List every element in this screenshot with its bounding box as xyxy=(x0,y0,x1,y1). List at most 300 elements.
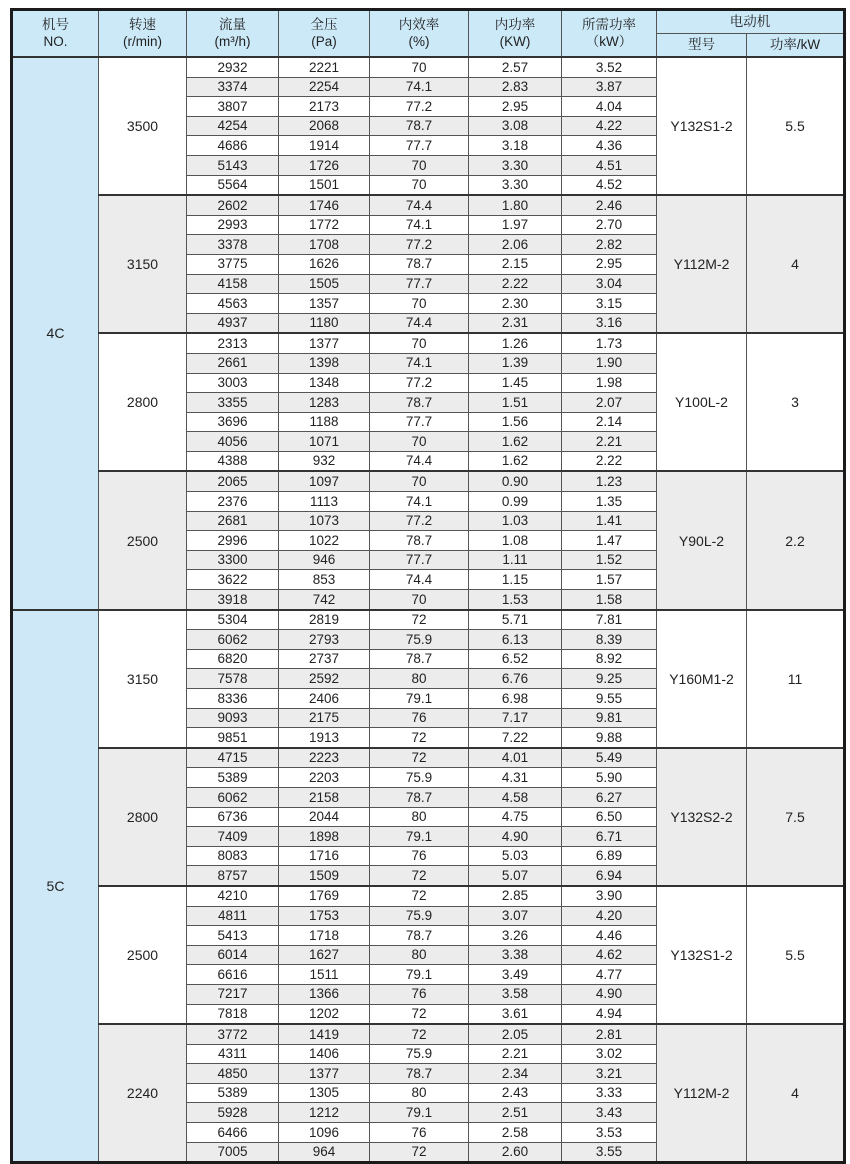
cell-efficiency: 70 xyxy=(370,432,469,452)
cell-flow: 2996 xyxy=(187,531,279,551)
cell-motor-model: Y132S1-2 xyxy=(657,886,747,1024)
cell-efficiency: 79.1 xyxy=(370,689,469,709)
cell-required-power: 4.46 xyxy=(562,926,657,946)
cell-motor-model: Y112M-2 xyxy=(657,195,747,333)
cell-required-power: 3.04 xyxy=(562,274,657,294)
cell-efficiency: 72 xyxy=(370,866,469,886)
cell-internal-power: 1.26 xyxy=(469,333,562,353)
cell-pressure: 1348 xyxy=(279,373,370,393)
cell-pressure: 1097 xyxy=(279,471,370,491)
cell-required-power: 4.77 xyxy=(562,965,657,985)
cell-flow: 4715 xyxy=(187,748,279,768)
cell-pressure: 742 xyxy=(279,590,370,610)
cell-internal-power: 3.18 xyxy=(469,136,562,156)
cell-motor-power: 2.2 xyxy=(747,471,845,609)
cell-flow: 4850 xyxy=(187,1064,279,1084)
cell-internal-power: 6.13 xyxy=(469,630,562,650)
cell-flow: 6062 xyxy=(187,630,279,650)
cell-internal-power: 1.45 xyxy=(469,373,562,393)
fan-spec-table xyxy=(10,8,846,1164)
cell-speed: 2500 xyxy=(99,471,187,609)
cell-efficiency: 80 xyxy=(370,807,469,827)
cell-efficiency: 70 xyxy=(370,155,469,175)
table-body xyxy=(12,57,845,1163)
cell-pressure: 1202 xyxy=(279,1004,370,1024)
header-motor-power: 功率/kW xyxy=(747,34,845,58)
cell-pressure: 2819 xyxy=(279,610,370,630)
cell-required-power: 3.16 xyxy=(562,313,657,333)
cell-pressure: 2737 xyxy=(279,649,370,669)
cell-internal-power: 2.58 xyxy=(469,1123,562,1143)
cell-required-power: 6.27 xyxy=(562,787,657,807)
cell-flow: 5564 xyxy=(187,175,279,195)
cell-efficiency: 78.7 xyxy=(370,1064,469,1084)
cell-pressure: 1180 xyxy=(279,313,370,333)
header-flow: 流量 (m³/h) xyxy=(187,10,279,58)
cell-efficiency: 76 xyxy=(370,1123,469,1143)
cell-required-power: 1.58 xyxy=(562,590,657,610)
cell-internal-power: 1.15 xyxy=(469,570,562,590)
cell-required-power: 1.52 xyxy=(562,550,657,570)
cell-machine-no: 4C xyxy=(12,57,99,610)
cell-flow: 4056 xyxy=(187,432,279,452)
cell-efficiency: 74.4 xyxy=(370,570,469,590)
table-row xyxy=(12,1024,845,1044)
cell-efficiency: 70 xyxy=(370,175,469,195)
cell-internal-power: 1.62 xyxy=(469,451,562,471)
cell-internal-power: 1.11 xyxy=(469,550,562,570)
cell-efficiency: 77.7 xyxy=(370,412,469,432)
cell-internal-power: 1.39 xyxy=(469,353,562,373)
cell-internal-power: 3.61 xyxy=(469,1004,562,1024)
cell-efficiency: 74.1 xyxy=(370,77,469,97)
cell-pressure: 2254 xyxy=(279,77,370,97)
cell-motor-power: 5.5 xyxy=(747,57,845,195)
cell-pressure: 2203 xyxy=(279,768,370,788)
cell-efficiency: 77.2 xyxy=(370,97,469,117)
cell-speed: 3150 xyxy=(99,610,187,748)
cell-required-power: 4.52 xyxy=(562,175,657,195)
cell-flow: 2065 xyxy=(187,471,279,491)
cell-efficiency: 77.7 xyxy=(370,274,469,294)
cell-pressure: 2223 xyxy=(279,748,370,768)
cell-flow: 8757 xyxy=(187,866,279,886)
cell-flow: 3622 xyxy=(187,570,279,590)
cell-efficiency: 74.4 xyxy=(370,313,469,333)
cell-required-power: 3.21 xyxy=(562,1064,657,1084)
cell-efficiency: 77.2 xyxy=(370,511,469,531)
cell-flow: 4210 xyxy=(187,886,279,906)
cell-required-power: 2.95 xyxy=(562,254,657,274)
cell-flow: 3378 xyxy=(187,235,279,255)
cell-efficiency: 80 xyxy=(370,669,469,689)
cell-internal-power: 4.01 xyxy=(469,748,562,768)
cell-required-power: 4.94 xyxy=(562,1004,657,1024)
cell-flow: 7578 xyxy=(187,669,279,689)
cell-flow: 4811 xyxy=(187,906,279,926)
cell-flow: 3003 xyxy=(187,373,279,393)
cell-required-power: 3.52 xyxy=(562,57,657,77)
table-row xyxy=(12,195,845,215)
cell-internal-power: 3.30 xyxy=(469,155,562,175)
cell-required-power: 3.90 xyxy=(562,886,657,906)
cell-internal-power: 5.71 xyxy=(469,610,562,630)
cell-pressure: 2068 xyxy=(279,116,370,136)
cell-pressure: 1509 xyxy=(279,866,370,886)
cell-flow: 6820 xyxy=(187,649,279,669)
cell-internal-power: 3.49 xyxy=(469,965,562,985)
cell-required-power: 4.90 xyxy=(562,984,657,1004)
cell-pressure: 1398 xyxy=(279,353,370,373)
header-row-1 xyxy=(12,10,845,34)
cell-pressure: 1716 xyxy=(279,846,370,866)
cell-required-power: 6.50 xyxy=(562,807,657,827)
cell-motor-model: Y100L-2 xyxy=(657,333,747,471)
cell-required-power: 9.55 xyxy=(562,689,657,709)
cell-flow: 3775 xyxy=(187,254,279,274)
cell-pressure: 1071 xyxy=(279,432,370,452)
cell-internal-power: 3.26 xyxy=(469,926,562,946)
cell-efficiency: 80 xyxy=(370,945,469,965)
cell-flow: 3696 xyxy=(187,412,279,432)
cell-flow: 4254 xyxy=(187,116,279,136)
cell-internal-power: 1.62 xyxy=(469,432,562,452)
cell-flow: 4686 xyxy=(187,136,279,156)
header-motor-group: 电动机 xyxy=(657,10,845,34)
cell-required-power: 2.81 xyxy=(562,1024,657,1044)
cell-required-power: 6.71 xyxy=(562,827,657,847)
table-row xyxy=(12,57,845,77)
cell-required-power: 4.62 xyxy=(562,945,657,965)
cell-required-power: 1.41 xyxy=(562,511,657,531)
cell-pressure: 1357 xyxy=(279,294,370,314)
cell-flow: 5304 xyxy=(187,610,279,630)
cell-internal-power: 4.90 xyxy=(469,827,562,847)
cell-required-power: 2.14 xyxy=(562,412,657,432)
cell-required-power: 3.02 xyxy=(562,1044,657,1064)
header-efficiency: 内效率 (%) xyxy=(370,10,469,58)
cell-speed: 2500 xyxy=(99,886,187,1024)
cell-pressure: 1772 xyxy=(279,215,370,235)
cell-flow: 6062 xyxy=(187,787,279,807)
cell-efficiency: 72 xyxy=(370,728,469,748)
cell-machine-no: 5C xyxy=(12,610,99,1163)
cell-motor-power: 7.5 xyxy=(747,748,845,886)
cell-required-power: 5.90 xyxy=(562,768,657,788)
cell-flow: 7005 xyxy=(187,1142,279,1163)
cell-pressure: 1753 xyxy=(279,906,370,926)
cell-efficiency: 72 xyxy=(370,610,469,630)
cell-pressure: 1626 xyxy=(279,254,370,274)
cell-pressure: 1511 xyxy=(279,965,370,985)
cell-pressure: 1914 xyxy=(279,136,370,156)
table-row xyxy=(12,748,845,768)
cell-efficiency: 72 xyxy=(370,1024,469,1044)
cell-motor-model: Y160M1-2 xyxy=(657,610,747,748)
cell-flow: 6616 xyxy=(187,965,279,985)
cell-pressure: 1366 xyxy=(279,984,370,1004)
cell-internal-power: 7.17 xyxy=(469,708,562,728)
cell-internal-power: 2.15 xyxy=(469,254,562,274)
cell-efficiency: 72 xyxy=(370,748,469,768)
cell-flow: 4937 xyxy=(187,313,279,333)
cell-internal-power: 2.06 xyxy=(469,235,562,255)
cell-internal-power: 2.51 xyxy=(469,1103,562,1123)
cell-flow: 2681 xyxy=(187,511,279,531)
cell-pressure: 1501 xyxy=(279,175,370,195)
cell-flow: 9093 xyxy=(187,708,279,728)
cell-internal-power: 2.83 xyxy=(469,77,562,97)
cell-motor-model: Y132S1-2 xyxy=(657,57,747,195)
cell-required-power: 2.07 xyxy=(562,393,657,413)
cell-required-power: 1.23 xyxy=(562,471,657,491)
cell-flow: 5413 xyxy=(187,926,279,946)
cell-efficiency: 78.7 xyxy=(370,926,469,946)
cell-pressure: 1746 xyxy=(279,195,370,215)
table-row xyxy=(12,610,845,630)
cell-speed: 3500 xyxy=(99,57,187,195)
cell-pressure: 1377 xyxy=(279,1064,370,1084)
cell-motor-power: 4 xyxy=(747,1024,845,1163)
cell-efficiency: 77.2 xyxy=(370,235,469,255)
header-speed: 转速 (r/min) xyxy=(99,10,187,58)
cell-pressure: 1073 xyxy=(279,511,370,531)
cell-flow: 6466 xyxy=(187,1123,279,1143)
cell-efficiency: 76 xyxy=(370,984,469,1004)
cell-required-power: 6.94 xyxy=(562,866,657,886)
cell-pressure: 1096 xyxy=(279,1123,370,1143)
cell-flow: 3918 xyxy=(187,590,279,610)
cell-required-power: 1.57 xyxy=(562,570,657,590)
cell-speed: 3150 xyxy=(99,195,187,333)
cell-flow: 5143 xyxy=(187,155,279,175)
cell-internal-power: 3.30 xyxy=(469,175,562,195)
cell-efficiency: 77.2 xyxy=(370,373,469,393)
cell-required-power: 8.39 xyxy=(562,630,657,650)
cell-flow: 4311 xyxy=(187,1044,279,1064)
cell-efficiency: 76 xyxy=(370,846,469,866)
cell-efficiency: 74.1 xyxy=(370,215,469,235)
cell-efficiency: 78.7 xyxy=(370,254,469,274)
cell-pressure: 1627 xyxy=(279,945,370,965)
cell-efficiency: 79.1 xyxy=(370,965,469,985)
cell-internal-power: 1.56 xyxy=(469,412,562,432)
cell-efficiency: 72 xyxy=(370,1004,469,1024)
cell-flow: 8336 xyxy=(187,689,279,709)
cell-required-power: 3.87 xyxy=(562,77,657,97)
cell-required-power: 5.49 xyxy=(562,748,657,768)
cell-efficiency: 72 xyxy=(370,886,469,906)
cell-flow: 6014 xyxy=(187,945,279,965)
cell-efficiency: 77.7 xyxy=(370,136,469,156)
cell-pressure: 1769 xyxy=(279,886,370,906)
cell-internal-power: 4.31 xyxy=(469,768,562,788)
cell-internal-power: 3.07 xyxy=(469,906,562,926)
cell-flow: 8083 xyxy=(187,846,279,866)
cell-efficiency: 72 xyxy=(370,1142,469,1163)
cell-pressure: 932 xyxy=(279,451,370,471)
cell-efficiency: 76 xyxy=(370,708,469,728)
cell-pressure: 1419 xyxy=(279,1024,370,1044)
header-internal-power: 内功率 (KW) xyxy=(469,10,562,58)
cell-efficiency: 78.7 xyxy=(370,393,469,413)
cell-flow: 7818 xyxy=(187,1004,279,1024)
cell-internal-power: 2.31 xyxy=(469,313,562,333)
cell-required-power: 3.15 xyxy=(562,294,657,314)
cell-required-power: 4.36 xyxy=(562,136,657,156)
cell-internal-power: 2.30 xyxy=(469,294,562,314)
cell-efficiency: 77.7 xyxy=(370,550,469,570)
cell-pressure: 1708 xyxy=(279,235,370,255)
cell-required-power: 2.22 xyxy=(562,451,657,471)
cell-flow: 4158 xyxy=(187,274,279,294)
cell-internal-power: 2.57 xyxy=(469,57,562,77)
cell-efficiency: 74.1 xyxy=(370,353,469,373)
cell-required-power: 9.25 xyxy=(562,669,657,689)
cell-internal-power: 2.85 xyxy=(469,886,562,906)
cell-pressure: 2175 xyxy=(279,708,370,728)
table-row xyxy=(12,333,845,353)
cell-efficiency: 74.1 xyxy=(370,492,469,512)
table-row xyxy=(12,471,845,491)
cell-internal-power: 2.60 xyxy=(469,1142,562,1163)
cell-pressure: 1283 xyxy=(279,393,370,413)
cell-pressure: 853 xyxy=(279,570,370,590)
cell-internal-power: 3.58 xyxy=(469,984,562,1004)
cell-pressure: 2221 xyxy=(279,57,370,77)
cell-efficiency: 80 xyxy=(370,1083,469,1103)
cell-required-power: 7.81 xyxy=(562,610,657,630)
cell-efficiency: 78.7 xyxy=(370,116,469,136)
cell-pressure: 1113 xyxy=(279,492,370,512)
cell-speed: 2800 xyxy=(99,333,187,471)
cell-required-power: 4.51 xyxy=(562,155,657,175)
cell-required-power: 3.33 xyxy=(562,1083,657,1103)
cell-flow: 9851 xyxy=(187,728,279,748)
cell-flow: 3772 xyxy=(187,1024,279,1044)
cell-required-power: 4.22 xyxy=(562,116,657,136)
cell-flow: 7409 xyxy=(187,827,279,847)
cell-internal-power: 1.53 xyxy=(469,590,562,610)
cell-required-power: 1.73 xyxy=(562,333,657,353)
cell-flow: 2932 xyxy=(187,57,279,77)
cell-flow: 2661 xyxy=(187,353,279,373)
cell-flow: 2602 xyxy=(187,195,279,215)
cell-pressure: 946 xyxy=(279,550,370,570)
cell-pressure: 1406 xyxy=(279,1044,370,1064)
cell-flow: 2376 xyxy=(187,492,279,512)
table-header xyxy=(12,10,845,58)
cell-internal-power: 3.08 xyxy=(469,116,562,136)
cell-efficiency: 78.7 xyxy=(370,649,469,669)
cell-efficiency: 70 xyxy=(370,333,469,353)
cell-required-power: 1.35 xyxy=(562,492,657,512)
cell-efficiency: 75.9 xyxy=(370,906,469,926)
cell-pressure: 964 xyxy=(279,1142,370,1163)
cell-internal-power: 1.03 xyxy=(469,511,562,531)
cell-required-power: 1.90 xyxy=(562,353,657,373)
cell-internal-power: 2.21 xyxy=(469,1044,562,1064)
cell-efficiency: 70 xyxy=(370,590,469,610)
cell-required-power: 1.98 xyxy=(562,373,657,393)
cell-flow: 4563 xyxy=(187,294,279,314)
cell-efficiency: 78.7 xyxy=(370,531,469,551)
cell-pressure: 2793 xyxy=(279,630,370,650)
cell-internal-power: 0.90 xyxy=(469,471,562,491)
cell-internal-power: 1.80 xyxy=(469,195,562,215)
cell-required-power: 2.70 xyxy=(562,215,657,235)
cell-pressure: 1898 xyxy=(279,827,370,847)
cell-flow: 2993 xyxy=(187,215,279,235)
cell-pressure: 1022 xyxy=(279,531,370,551)
cell-internal-power: 1.08 xyxy=(469,531,562,551)
cell-flow: 5928 xyxy=(187,1103,279,1123)
header-pressure: 全压 (Pa) xyxy=(279,10,370,58)
cell-pressure: 1305 xyxy=(279,1083,370,1103)
cell-efficiency: 79.1 xyxy=(370,1103,469,1123)
cell-internal-power: 5.03 xyxy=(469,846,562,866)
cell-required-power: 2.82 xyxy=(562,235,657,255)
header-required-power: 所需功率 （kW） xyxy=(562,10,657,58)
cell-internal-power: 6.98 xyxy=(469,689,562,709)
cell-flow: 3300 xyxy=(187,550,279,570)
cell-efficiency: 79.1 xyxy=(370,827,469,847)
cell-motor-power: 4 xyxy=(747,195,845,333)
cell-pressure: 1212 xyxy=(279,1103,370,1123)
cell-required-power: 6.89 xyxy=(562,846,657,866)
cell-internal-power: 1.51 xyxy=(469,393,562,413)
cell-speed: 2800 xyxy=(99,748,187,886)
cell-required-power: 2.46 xyxy=(562,195,657,215)
cell-internal-power: 2.43 xyxy=(469,1083,562,1103)
header-motor-model: 型号 xyxy=(657,34,747,58)
cell-required-power: 1.47 xyxy=(562,531,657,551)
cell-required-power: 4.04 xyxy=(562,97,657,117)
cell-pressure: 2173 xyxy=(279,97,370,117)
cell-pressure: 1505 xyxy=(279,274,370,294)
cell-speed: 2240 xyxy=(99,1024,187,1163)
cell-pressure: 2158 xyxy=(279,787,370,807)
cell-internal-power: 7.22 xyxy=(469,728,562,748)
cell-pressure: 1188 xyxy=(279,412,370,432)
cell-internal-power: 2.95 xyxy=(469,97,562,117)
cell-required-power: 8.92 xyxy=(562,649,657,669)
cell-internal-power: 4.58 xyxy=(469,787,562,807)
cell-internal-power: 0.99 xyxy=(469,492,562,512)
cell-pressure: 2592 xyxy=(279,669,370,689)
cell-flow: 3807 xyxy=(187,97,279,117)
cell-efficiency: 75.9 xyxy=(370,768,469,788)
cell-flow: 5389 xyxy=(187,1083,279,1103)
cell-motor-model: Y90L-2 xyxy=(657,471,747,609)
fan-spec-table-wrapper xyxy=(10,8,843,1164)
cell-required-power: 4.20 xyxy=(562,906,657,926)
cell-pressure: 1913 xyxy=(279,728,370,748)
cell-pressure: 1726 xyxy=(279,155,370,175)
table-row xyxy=(12,886,845,906)
cell-motor-model: Y112M-2 xyxy=(657,1024,747,1163)
cell-required-power: 3.53 xyxy=(562,1123,657,1143)
cell-flow: 2313 xyxy=(187,333,279,353)
cell-motor-power: 3 xyxy=(747,333,845,471)
cell-efficiency: 75.9 xyxy=(370,630,469,650)
cell-efficiency: 70 xyxy=(370,471,469,491)
cell-internal-power: 1.97 xyxy=(469,215,562,235)
cell-required-power: 2.21 xyxy=(562,432,657,452)
cell-required-power: 9.81 xyxy=(562,708,657,728)
cell-flow: 4388 xyxy=(187,451,279,471)
cell-internal-power: 5.07 xyxy=(469,866,562,886)
